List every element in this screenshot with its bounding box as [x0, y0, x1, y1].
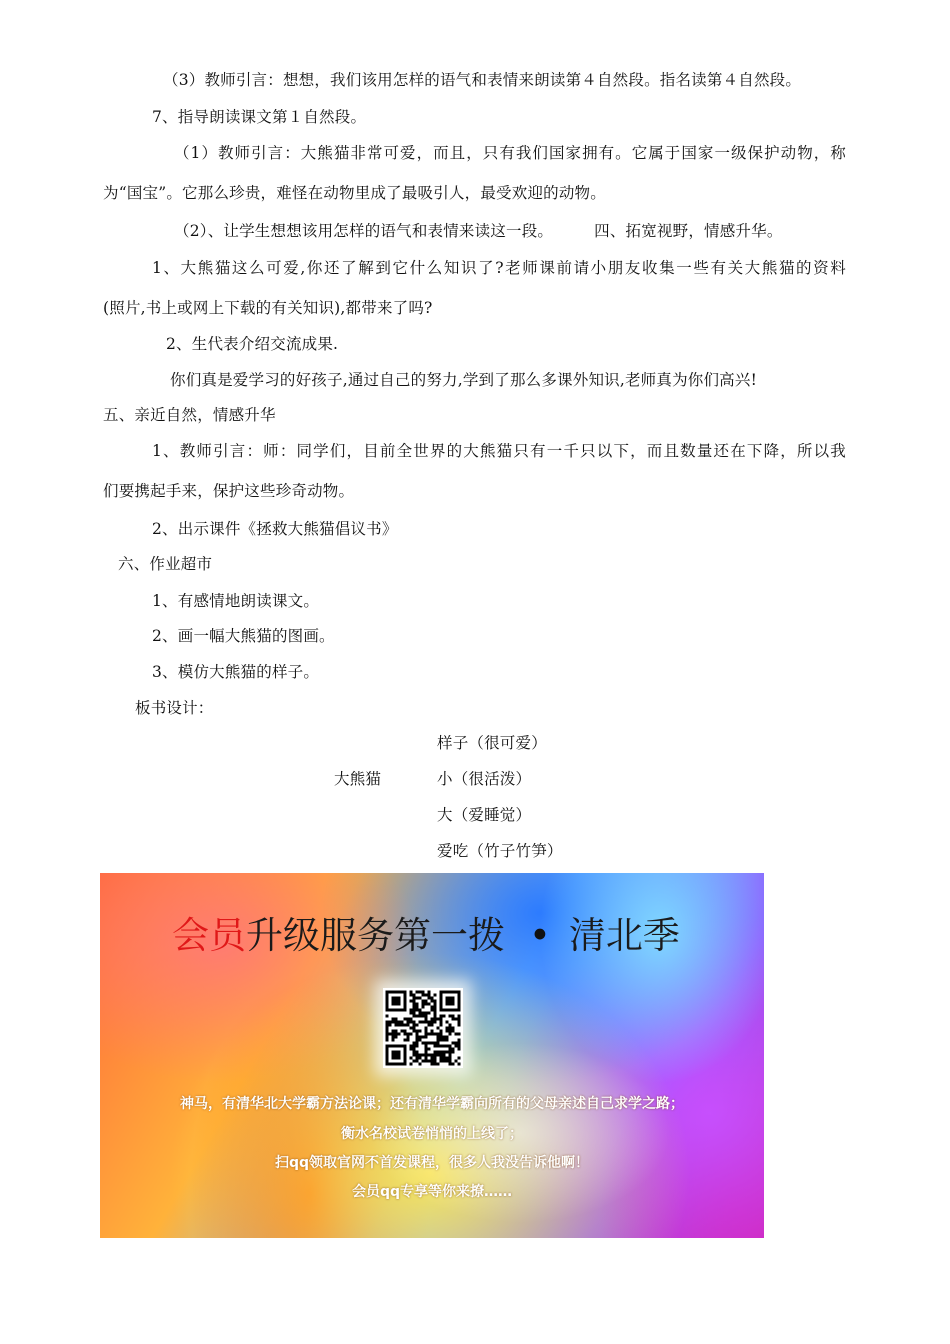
promo-text-line: 神马，有清华北大学霸方法论课；还有清华学霸向所有的父母亲述自己求学之路； [180, 1096, 684, 1112]
board-design-heading: 板书设计： [135, 699, 214, 717]
banner-title-highlight: 会员 [172, 914, 246, 957]
list-item: 1、有感情地朗读课文。 [152, 592, 320, 610]
banner-title-main: 升级服务第一拨 [246, 914, 505, 957]
board-center-label: 大熊猫 [334, 770, 382, 788]
section-heading: 五、亲近自然，情感升华 [103, 406, 276, 424]
paragraph-line: 们要携起手来，保护这些珍奇动物。 [103, 482, 355, 500]
board-item: 大（爱睡觉） [437, 806, 532, 824]
section-heading: 六、作业超市 [118, 555, 213, 573]
qr-code-graphic [383, 988, 463, 1068]
banner-title-dot: • [529, 914, 551, 957]
board-item: 样子（很可爱） [437, 734, 547, 752]
board-item: 爱吃（竹子竹笋） [437, 842, 563, 860]
list-item: 2、画一幅大熊猫的图画。 [152, 627, 335, 645]
list-item: 3、模仿大熊猫的样子。 [152, 663, 320, 681]
paragraph-line: （1）教师引言：大熊猫非常可爱，而且，只有我们国家拥有。它属于国家一级保护动物，称 [174, 144, 846, 162]
paragraph-line: 你们真是爱学习的好孩子,通过自己的努力,学到了那么多课外知识,老师真为你们高兴! [170, 371, 758, 389]
promo-banner [100, 873, 764, 1238]
promo-text-line: 扫qq领取官网不首发课程，很多人我没告诉他啊！ [274, 1155, 590, 1171]
promo-text-line: 衡水名校试卷悄悄的上线了； [341, 1126, 523, 1142]
paragraph-line: 7、指导朗读课文第１自然段。 [152, 108, 367, 126]
paragraph-line: （3）教师引言：想想，我们该用怎样的语气和表情来朗读第４自然段。指名读第４自然段。 [163, 71, 802, 89]
banner-title [172, 913, 680, 959]
banner-title-tail: 清北季 [568, 914, 680, 957]
qr-code-icon[interactable] [383, 988, 463, 1068]
paragraph-line: 为“国宝”。它那么珍贵，难怪在动物里成了最吸引人，最受欢迎的动物。 [103, 184, 606, 202]
paragraph-line: 1、大熊猫这么可爱,你还了解到它什么知识了?老师课前请小朋友收集一些有关大熊猫的资料 [152, 259, 846, 277]
paragraph-line: （2）、让学生想想该用怎样的语气和表情来读这一段。 四、拓宽视野，情感升华。 [174, 222, 783, 240]
paragraph-line: 1、教师引言：师：同学们，目前全世界的大熊猫只有一千只以下，而且数量还在下降，所以我 [152, 442, 846, 460]
promo-text-line: 会员qq专享等你来撩…… [351, 1184, 513, 1200]
paragraph-line: (照片,书上或网上下载的有关知识),都带来了吗? [103, 299, 433, 317]
board-item: 小（很活泼） [437, 770, 532, 788]
paragraph-line: 2、出示课件《拯救大熊猫倡议书》 [152, 520, 398, 538]
paragraph-line: 2、生代表介绍交流成果. [166, 335, 339, 353]
